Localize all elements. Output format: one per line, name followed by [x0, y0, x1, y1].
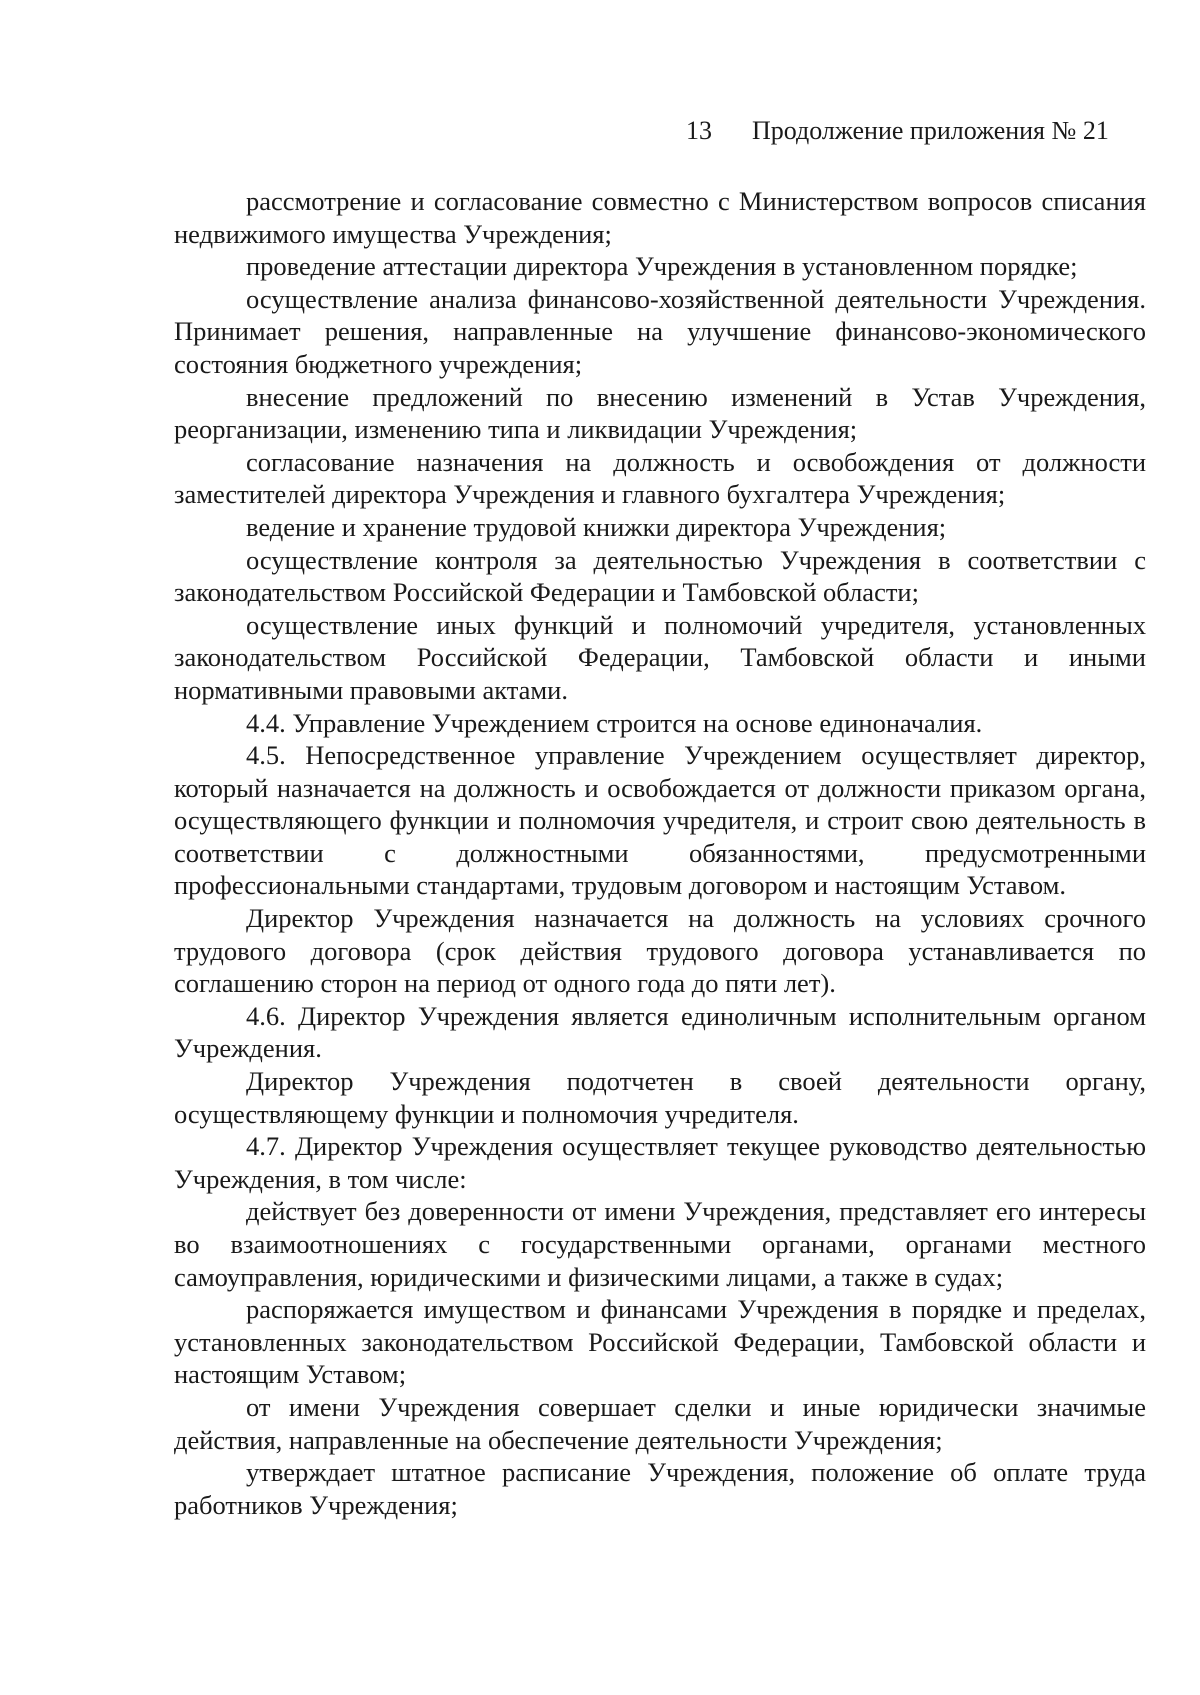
paragraph: действует без доверенности от имени Учреждения, представляет его интересы во взаимоотношениях с государственными органами, органами местного самоуправления, юридическими и физическими лицами, а также в судах;	[174, 1196, 1146, 1292]
paragraph: согласование назначения на должность и освобождения от должности заместителей директора Учреждения и главного бухгалтера Учреждения;	[174, 446, 1146, 510]
paragraph: распоряжается имуществом и финансами Учреждения в порядке и пределах, установленных законодательством Российской Федерации, Тамбовской области и настоящим Уставом;	[174, 1294, 1146, 1390]
document-body	[174, 185, 1146, 1521]
page-number: 13	[686, 116, 712, 145]
page-header	[686, 116, 1146, 146]
paragraph: Директор Учреждения подотчетен в своей деятельности органу, осуществляющему функции и полномочия учредителя.	[174, 1066, 1146, 1129]
paragraph: осуществление контроля за деятельностью Учреждения в соответствии с законодательством Российской Федерации и Тамбовской области;	[174, 544, 1146, 608]
paragraph: 4.7. Директор Учреждения осуществляет текущее руководство деятельностью Учреждения, в том числе:	[174, 1131, 1146, 1194]
paragraph: 4.5. Непосредственное управление Учреждением осуществляет директор, который назначается на должность и освобождается от должности приказом органа, осуществляющего функции и полномочия учредителя, и строит свою деятельность в соответствии с должностными обязанностями, предусмотренными профессиональными стандартами, трудовым договором и настоящим Уставом.	[174, 740, 1146, 901]
appendix-title: Продолжение приложения № 21	[752, 116, 1109, 145]
paragraph: утверждает штатное расписание Учреждения, положение об оплате труда работников Учреждения;	[174, 1457, 1146, 1520]
paragraph: осуществление анализа финансово-хозяйственной деятельности Учреждения. Принимает решения, направленные на улучшение финансово-экономического состояния бюджетного учреждения;	[174, 283, 1146, 379]
paragraph: Директор Учреждения назначается на должность на условиях срочного трудового договора (срок действия трудового договора устанавливается по соглашению сторон на период от одного года до пяти лет).	[174, 903, 1146, 999]
paragraph: проведение аттестации директора Учреждения в установленном порядке;	[246, 251, 1078, 282]
paragraph: 4.6. Директор Учреждения является единоличным исполнительным органом Учреждения.	[174, 1000, 1146, 1064]
paragraph: рассмотрение и согласование совместно с Министерством вопросов списания недвижимого имущества Учреждения;	[174, 186, 1146, 249]
paragraph: 4.4. Управление Учреждением строится на основе единоначалия.	[246, 707, 983, 738]
paragraph: ведение и хранение трудовой книжки директора Учреждения;	[246, 511, 947, 542]
paragraph: внесение предложений по внесению изменений в Устав Учреждения, реорганизации, изменению типа и ликвидации Учреждения;	[174, 381, 1146, 445]
paragraph: от имени Учреждения совершает сделки и иные юридически значимые действия, направленные на обеспечение деятельности Учреждения;	[174, 1391, 1146, 1455]
paragraph: осуществление иных функций и полномочий учредителя, установленных законодательством Российской Федерации, Тамбовской области и иными нормативными правовыми актами.	[174, 609, 1146, 705]
